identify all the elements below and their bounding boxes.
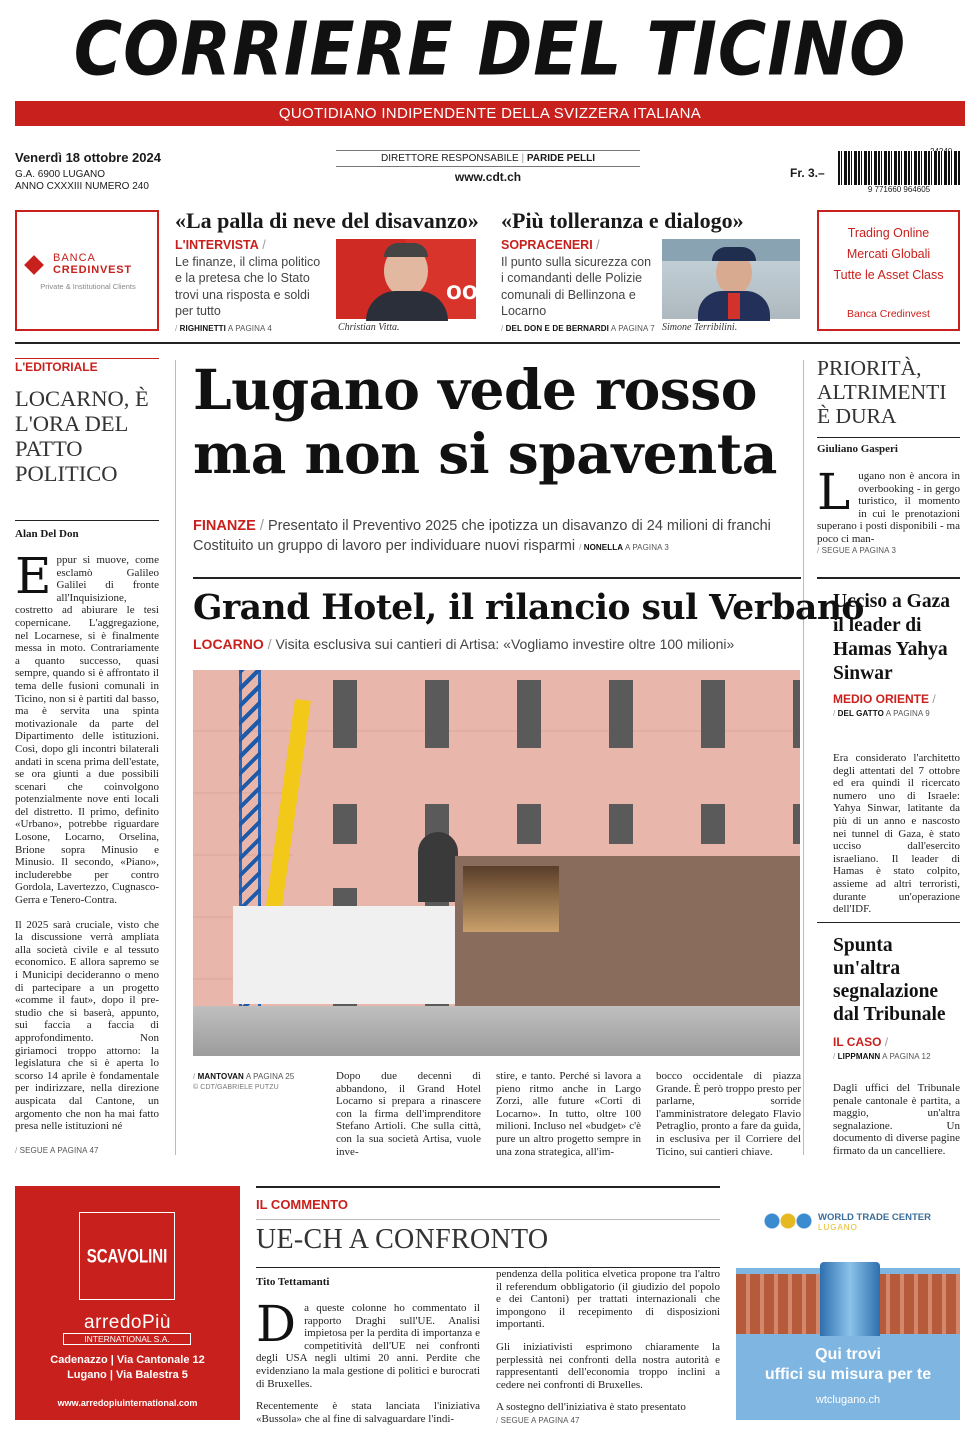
wtc-slogan2: uffici su misura per te: [764, 1366, 932, 1383]
barcode: [838, 151, 960, 185]
banca-sub: Private & Institutional Clients: [40, 282, 136, 291]
editoriale-ref[interactable]: / SEGUE A PAGINA 47: [15, 1146, 99, 1155]
tribunale-ref-page: A PAGINA 12: [882, 1052, 931, 1061]
credinvest-ad-line3: Tutte le Asset Class: [833, 268, 944, 282]
director-label: DIRETTORE RESPONSABILE: [381, 153, 519, 164]
scavolini-url[interactable]: www.arredopiuinternational.com: [57, 1398, 198, 1408]
teaser1-headline[interactable]: «La palla di neve del disavanzo»: [175, 208, 479, 233]
commento-title[interactable]: UE-CH A CONFRONTO: [256, 1224, 549, 1255]
tribunale-ref[interactable]: / LIPPMANN A PAGINA 12: [833, 1052, 931, 1061]
commento-ref-text: SEGUE A PAGINA 47: [500, 1416, 580, 1425]
editoriale-p1: ppur si muove, come esclamò Galileo Galilei di fronte all'Inquisizione, costretto ad abiurare le tesi copernicane. L'aggregazione, nel Locarnese, si è finalmente messa in moto. Contrariamente a quanto successo, quasi sempre, quando si è affrontato il tema delle fusioni comunali in Ticino, non si è partiti dal basso, ma è servita una spinta motivazionale da parte del Dipartimento delle istituzioni. Così, dopo gli incontri bilaterali andati in scena prima dell'estate, se ora giunti a due possibili scenari che coinvolgono potenzialmente nove enti locali del distretto. Il primo, definito «Urbano», potrebbe riguardare Losone, Locarno, Orselina, Brione sopra Minusio e Minusio. Il secondo, «Piano», includerebbe per contro Gordola, Lavertezzo, Cugnasco-Gerra e Tenero-Contra.: [15, 554, 159, 907]
commento-c1b: Recentemente è stata lanciata l'iniziativa «Bussola» che al fine di salvaguardare l'indi-: [256, 1400, 480, 1425]
grand-photo-ref-page: A PAGINA 25: [245, 1072, 295, 1081]
teaser2-ref-page: A PAGINA 7: [610, 324, 655, 333]
banca-line1: BANCA: [53, 252, 96, 264]
teaser2-caption: Simone Terribilini.: [662, 322, 738, 333]
commento-c2b: Gli iniziativisti esprimono chiaramente la perplessità nei confronti della nostra autorità e rappresentanti dell'economia troppo inclini a cedere nei confronti di Bruxelles.: [496, 1340, 720, 1391]
commento-c2a: pendenza della politica elvetica propone tra l'altro il referendum obbligatorio (il giudizio del popolo e dei Cantoni) per trattati internazionali che impongono il recepimento di disposizioni importanti.: [496, 1268, 720, 1331]
website-link[interactable]: www.cdt.ch: [454, 170, 522, 184]
commento-col1: [256, 1295, 480, 1428]
scavolini-addr1: Cadenazzo | Via Cantonale 12: [50, 1354, 205, 1366]
grand-hotel-photo[interactable]: [193, 670, 800, 1056]
teaser1-ref[interactable]: / RIGHINETTI A PAGINA 4: [175, 324, 272, 333]
teaser2-ref-name: DEL DON: [505, 324, 543, 333]
teaser1-ref-name: RIGHINETTI: [179, 324, 226, 333]
grand-col1: Dopo due decenni di abbandono, il Grand Hotel Locarno si prepara a rinascere con la firma dell'imprenditore Stefano Artioli. Che sulla città, con la sua società Artisa, vuole inve-: [336, 1070, 481, 1158]
gaza-ref-name: DEL GATTO: [837, 709, 884, 718]
grand-subhead: LOCARNO / Visita esclusiva sui cantieri di Artisa: «Vogliamo investire oltre 100 milioni»: [193, 636, 735, 652]
gaza-ref-page: A PAGINA 9: [885, 709, 930, 718]
teaser1-body: Le finanze, il clima politico e la pretesa che lo Stato trovi una risposta e soldi per tutto: [175, 254, 321, 318]
wtc-url[interactable]: wtclugano.ch: [815, 1394, 881, 1406]
teaser1-text: L'INTERVISTA / Le finanze, il clima politico e la pretesa che lo Stato trovi una risposta e soldi per tutto: [175, 238, 321, 318]
priorita-author: Giuliano Gasperi: [817, 443, 898, 455]
lead-ref[interactable]: / NONELLA A PAGINA 3: [579, 543, 669, 552]
priorita-text: ugano non è ancora in overbooking - in gergo turistico, il momento in cui le prenotazioni superano i posti disponibili - ma poco ci man-: [817, 470, 960, 545]
teaser2-body: Il punto sulla sicurezza con i comandanti delle Polizie comunali di Bellinzona e Locarno: [501, 254, 652, 318]
ad-wtc-lugano[interactable]: [736, 1200, 960, 1420]
priorita-title[interactable]: PRIORITÀ, ALTRIMENTI È DURA: [817, 356, 947, 428]
wtc-slogan1: Qui trovi: [815, 1346, 881, 1363]
editoriale-author: Alan Del Don: [15, 528, 79, 540]
tribunale-body: Dagli uffici del Tribunale penale cantonale è partita, a maggio, un'altra segnalazione. Un documento di diverse pagine firmato da un cancelliere.: [833, 1082, 960, 1157]
grand-headline[interactable]: Grand Hotel, il rilancio sul Verbano: [193, 588, 864, 628]
wtc-name: WORLD TRADE CENTER: [818, 1212, 931, 1223]
teaser1-photo[interactable]: oo: [336, 239, 476, 319]
credinvest-ad-line4: Banca Credinvest: [847, 308, 930, 320]
grand-kicker: LOCARNO: [193, 636, 264, 652]
teaser1-ref-page: A PAGINA 4: [227, 324, 272, 333]
lead-sub2: Costituito un gruppo di lavoro per individuare nuovi risparmi: [193, 538, 576, 554]
scavolini-brand: SCAVOLINI: [86, 1245, 168, 1268]
price: Fr. 3.–: [790, 166, 825, 180]
teaser2-text: SOPRACENERI / Il punto sulla sicurezza con i comandanti delle Polizie comunali di Bellinzona e Locarno: [501, 238, 652, 318]
issue-date: Venerdì 18 ottobre 2024: [15, 150, 161, 165]
lead-subhead: FINANZE / Presentato il Preventivo 2025 che ipotizza un disavanzo di 24 milioni di franchi Costituito un gruppo di lavoro per individuare nuovi risparmi / NONELLA A PAGINA 3: [193, 518, 771, 554]
teaser2-ref-and: E: [544, 324, 550, 333]
credinvest-logo-icon: [24, 255, 44, 275]
scavolini-addr2: Lugano | Via Balestra 5: [67, 1369, 188, 1381]
editoriale-kicker: L'EDITORIALE: [15, 360, 98, 374]
grand-photo-credit: © CDT/GABRIELE PUTZU: [193, 1084, 279, 1091]
priorita-dropcap: L: [817, 463, 851, 521]
gaza-ref[interactable]: / DEL GATTO A PAGINA 9: [833, 709, 930, 718]
masthead-tagline-bar: [15, 101, 965, 126]
commento-author: Tito Tettamanti: [256, 1276, 330, 1288]
editoriale-title[interactable]: LOCARNO, È L'ORA DEL PATTO POLITICO: [15, 386, 149, 486]
arredopiu-intl: INTERNATIONAL S.A.: [63, 1333, 191, 1345]
editoriale-dropcap: E: [15, 547, 52, 605]
arredopiu-name: arredoPiù: [84, 1312, 171, 1333]
lead-sub1: Presentato il Preventivo 2025 che ipotizza un disavanzo di 24 milioni di franchi: [267, 518, 771, 534]
banca-line2: CREDINVEST: [53, 264, 132, 276]
ad-scavolini[interactable]: [15, 1186, 240, 1420]
gaza-kicker-line: MEDIO ORIENTE /: [833, 692, 936, 706]
lead-ref-name: NONELLA: [583, 543, 624, 552]
issue-ga: G.A. 6900 LUGANO: [15, 169, 106, 180]
teaser1-kicker: L'INTERVISTA: [175, 238, 259, 252]
barcode-number: 9 771660 964605: [836, 185, 962, 194]
lead-kicker: FINANZE: [193, 518, 256, 534]
editoriale-ref-text: SEGUE A PAGINA 47: [19, 1146, 99, 1155]
grand-col3: bocco occidentale di piazza Grande. È però troppo presto per parlarne, sorride l'amministratore delegato Flavio Petraglio, pronto a fare da guida, in esclusiva per il Corriere del Ticino, sui cantieri chiave.: [656, 1070, 801, 1158]
commento-ref[interactable]: / SEGUE A PAGINA 47: [496, 1416, 580, 1425]
teaser2-kicker: SOPRACENERI: [501, 238, 593, 252]
commento-kicker: IL COMMENTO: [256, 1197, 348, 1212]
teaser1-caption: Christian Vitta.: [338, 322, 400, 333]
teaser2-headline[interactable]: «Più tolleranza e dialogo»: [501, 208, 744, 233]
tribunale-headline[interactable]: Spunta un'altra segnalazione dal Tribunale: [833, 935, 946, 1025]
priorita-ref[interactable]: / SEGUE A PAGINA 3: [817, 546, 897, 555]
grand-photo-ref[interactable]: / MANTOVAN A PAGINA 25: [193, 1072, 295, 1081]
teaser2-ref-name2: DE BERNARDI: [552, 324, 609, 333]
ad-banca-credinvest-right[interactable]: [817, 210, 960, 331]
editoriale-p2: Il 2025 sarà cruciale, visto che la discussione verrà ampliata alla società civile e al tessuto economico. E allora sapremo se i Municipi decideranno o meno di partecipare a un progetto «comme il faut», dopo il pre-studio che si baserà, appunto, sui faccia a faccia di approfondimento. Non giriamoci troppo attorno: la legislatura che si è aperta lo scorso 14 aprile è fondamentale per indirizzare, nella direzione auspicata dal Cantone, un argomento che non ha mai fatto presa nelle istituzioni né: [15, 918, 159, 1133]
grand-sub: Visita esclusiva sui cantieri di Artisa: «Vogliamo investire oltre 100 milioni»: [275, 636, 735, 652]
issue-number: ANNO CXXXIII NUMERO 240: [15, 181, 149, 192]
wtc-logo-icon: [764, 1212, 812, 1230]
director: DIRETTORE RESPONSABILE | PARIDE PELLI: [381, 153, 595, 164]
commento-c1a: a queste colonne ho commentato il rapporto Draghi sull'UE. Analisi impietosa per la perdita di importanza e competitività dell'UE nei confronti degli USA negli ultimi 20 anni. Perdite che evidenziano la mala gestione di politici e burocrati di Bruxelles.: [256, 1302, 480, 1390]
ad-banca-credinvest-left[interactable]: [15, 210, 159, 331]
editoriale-body: [15, 547, 159, 1139]
commento-c2c: A sostegno dell'iniziativa è stato presentato: [496, 1401, 686, 1414]
teaser2-ref[interactable]: / DEL DON E DE BERNARDI A PAGINA 7: [501, 324, 655, 333]
masthead-title: CORRIERE DEL TICINO: [73, 6, 907, 93]
credinvest-ad-line1: Trading Online: [847, 226, 930, 240]
priorita-ref-text: SEGUE A PAGINA 3: [821, 546, 897, 555]
gaza-headline[interactable]: Ucciso a Gaza il leader di Hamas Yahya Sinwar: [833, 591, 950, 684]
director-name: PARIDE PELLI: [526, 153, 595, 164]
commento-dropcap: D: [256, 1295, 297, 1353]
lead-ref-page: A PAGINA 3: [625, 543, 669, 552]
lead-headline[interactable]: Lugano vede rosso ma non si spaventa: [193, 357, 777, 486]
wtc-city: LUGANO: [818, 1223, 858, 1232]
grand-col2: stire, e tanto. Perché si lavora a pieno ritmo anche in Largo Zorzi, alle future «Corti di Locarno». In tutto, oltre 100 milioni. Incluso nel «budget» c'è pure un altro progetto sempre in una zona strategica, all'im-: [496, 1070, 641, 1158]
gaza-body: Era considerato l'architetto degli attentati del 7 ottobre ed era quindi il ricercato numero uno di Israele: Yahya Sinwar, latitante da più di un anno e nascosto nei tunnel di Gaza, è stato ucciso dall'esercito israeliano. Il leader di Hamas è stato colpito, assieme ad altri terroristi, durante un'operazione dell'IDF.: [833, 752, 960, 916]
tribunale-ref-name: LIPPMANN: [837, 1052, 881, 1061]
tribunale-kicker-line: IL CASO /: [833, 1035, 889, 1049]
teaser2-photo[interactable]: [662, 239, 800, 319]
commento-col2: [496, 1268, 720, 1414]
tribunale-kicker: IL CASO: [833, 1035, 882, 1049]
grand-photo-ref-name: MANTOVAN: [197, 1072, 244, 1081]
gaza-kicker: MEDIO ORIENTE: [833, 692, 930, 706]
priorita-body: [817, 463, 960, 545]
credinvest-ad-line2: Mercati Globali: [846, 247, 931, 261]
masthead-tagline: QUOTIDIANO INDIPENDENTE DELLA SVIZZERA ITALIANA: [278, 105, 702, 122]
